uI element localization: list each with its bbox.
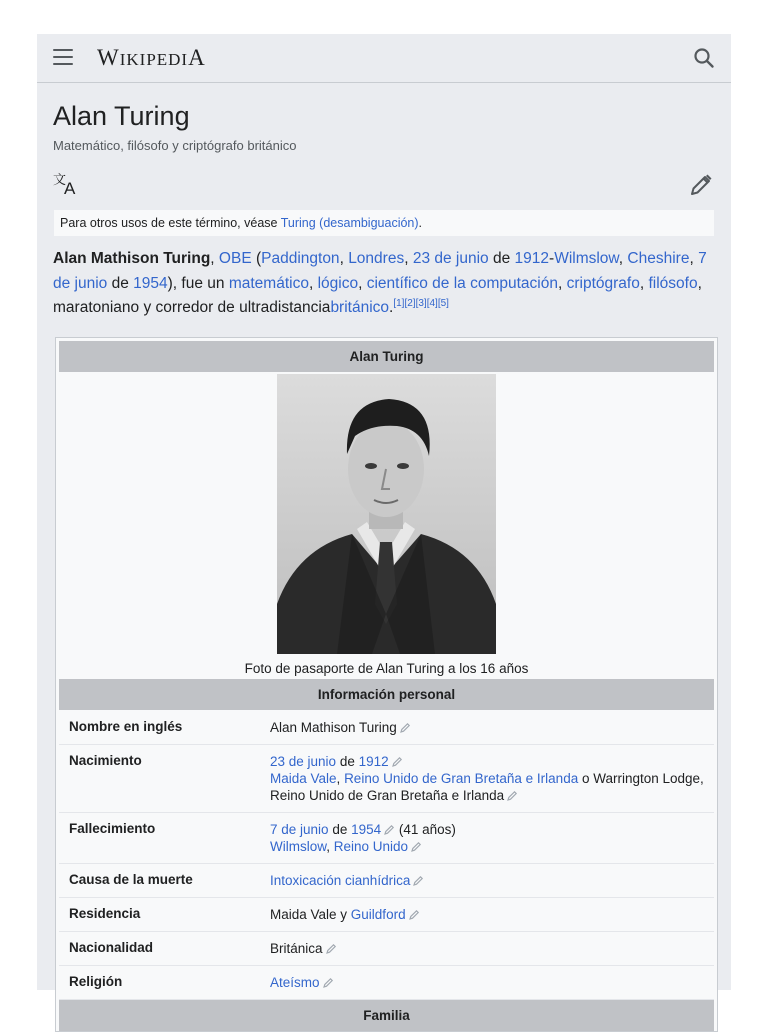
link-criptografo[interactable]: criptógrafo [566,274,640,292]
link-cheshire[interactable]: Cheshire [627,250,690,267]
age-text: (41 años) [395,821,456,837]
edit-pencil-icon[interactable] [392,756,403,767]
link-matematico[interactable]: matemático [228,274,309,292]
nationality-value: Británica [270,940,323,956]
link-reino-unido[interactable]: Reino Unido [333,838,409,854]
page-tools [53,171,715,203]
edit-pencil-icon[interactable] [400,722,411,733]
section-header-family: Familia [59,1000,714,1031]
lead-text: ), fue un [167,274,229,292]
lead-text: de [107,274,134,292]
row-value [270,966,714,999]
lead-paragraph: Alan Mathison Turing, OBE (Paddington, Londres, 23 de junio de 1912-Wilmslow, Cheshire, 7 de junio de 1954), fue un matemático, lógico, científico de la computación, criptógrafo, filósofo, maratoniano y corredor de ultradistanciabritánico.[1][2][3][4][5] [53,250,707,316]
disambiguation-link[interactable]: Turing (desambiguación) [280,216,419,230]
link-birth-year[interactable]: 1912 [514,250,550,267]
link-birth-year[interactable]: 1912 [358,753,389,769]
infobox-row-religion [59,966,714,1000]
edit-pencil-icon[interactable] [689,173,713,197]
search-icon[interactable] [693,47,715,69]
photo-caption: Foto de pasaporte de Alan Turing a los 16 años [244,660,529,676]
link-reino-unido[interactable]: Reino Unido de Gran Bretaña e Irlanda [344,770,579,786]
row-value [270,932,714,965]
edit-pencil-icon[interactable] [413,875,424,886]
hatnote [53,209,715,237]
subject-name: Alan Mathison Turing [53,250,211,267]
svg-text:A: A [64,179,76,198]
infobox-row-nacimiento [59,745,714,813]
link-causa[interactable]: Intoxicación cianhídrica [270,872,411,888]
page-subtitle: Matemático, filósofo y criptógrafo británico [53,138,297,153]
link-ateismo[interactable]: Ateísmo [270,974,320,990]
link-logico[interactable]: lógico [317,274,359,292]
portrait-photo[interactable] [277,374,496,654]
link-wilmslow[interactable]: Wilmslow [554,250,619,267]
link-guildford[interactable]: Guildford [350,906,406,922]
article-content [37,101,731,1032]
link-paddington[interactable]: Paddington [261,250,340,267]
link-death-date[interactable]: 7 de junio [270,821,329,837]
text: de [336,753,359,769]
name-value: Alan Mathison Turing [270,719,397,735]
wikipedia-logo[interactable]: WIKIPEDIA [97,45,206,70]
lead-text: , maratoniano y corredor de ultradistancia [53,274,702,316]
edit-pencil-icon[interactable] [384,824,395,835]
row-value [270,898,714,931]
link-obe[interactable]: OBE [218,250,252,267]
edit-pencil-icon[interactable] [411,841,422,852]
reference-links[interactable]: [1][2][3][4][5] [393,297,449,309]
text: de [328,821,352,837]
row-label: Nacionalidad [69,939,154,955]
link-birth-date[interactable]: 23 de junio [270,753,337,769]
infobox-row-fallecimiento [59,813,714,864]
row-value: 23 de junio de 1912 Maida Vale, Reino Unido de Gran Bretaña e Irlanda o Warrington Lodge, Reino Unido de Gran Bretaña e Irlanda [270,753,704,803]
hatnote-suffix: . [418,216,423,230]
row-label: Residencia [69,905,141,921]
section-header-personal: Información personal [59,679,714,710]
infobox [55,337,718,1032]
infobox-photo-wrap [56,372,717,659]
infobox-title: Alan Turing [59,341,714,372]
svg-text:文: 文 [53,173,67,188]
row-value [270,864,714,897]
row-label: Religión [69,973,123,989]
hatnote-text: Para otros usos de este término, véase [60,216,281,230]
translate-language-icon[interactable] [53,171,81,197]
edit-pencil-icon[interactable] [326,943,337,954]
page-title: Alan Turing [53,101,190,131]
top-header [37,34,731,83]
lead-text: de [488,250,515,267]
infobox-row-causa [59,864,714,898]
link-londres[interactable]: Londres [348,250,405,267]
link-britanico[interactable]: británico [330,299,390,316]
row-label: Fallecimiento [69,820,156,836]
link-filosofo[interactable]: filósofo [648,274,698,292]
row-value [270,711,714,744]
link-maida-vale[interactable]: Maida Vale [270,770,337,786]
infobox-row-nacionalidad [59,932,714,966]
link-death-day[interactable]: 7 de junio [53,250,707,292]
row-value: 7 de junio de 1954 (41 años) Wilmslow, Reino Unido [270,821,456,854]
link-death-year[interactable]: 1954 [133,274,168,292]
infobox-row-nombre [59,710,714,745]
infobox-row-residencia [59,898,714,932]
edit-pencil-icon[interactable] [409,909,420,920]
link-wilmslow[interactable]: Wilmslow [270,838,327,854]
hamburger-menu-icon[interactable] [53,49,73,67]
row-label: Nacimiento [69,752,142,768]
text: o Warrington Lodge, Reino Unido de Gran Bretaña e Irlanda [270,770,704,803]
row-label: Nombre en inglés [69,718,183,734]
link-cientifico-computacion[interactable]: científico de la computación [366,274,558,292]
row-label: Causa de la muerte [69,871,193,887]
edit-pencil-icon[interactable] [323,977,334,988]
link-death-year[interactable]: 1954 [351,821,382,837]
edit-pencil-icon[interactable] [507,790,518,801]
text: Maida Vale y [270,906,351,922]
link-birth-day[interactable]: 23 de junio [412,250,489,267]
page [37,34,731,1023]
